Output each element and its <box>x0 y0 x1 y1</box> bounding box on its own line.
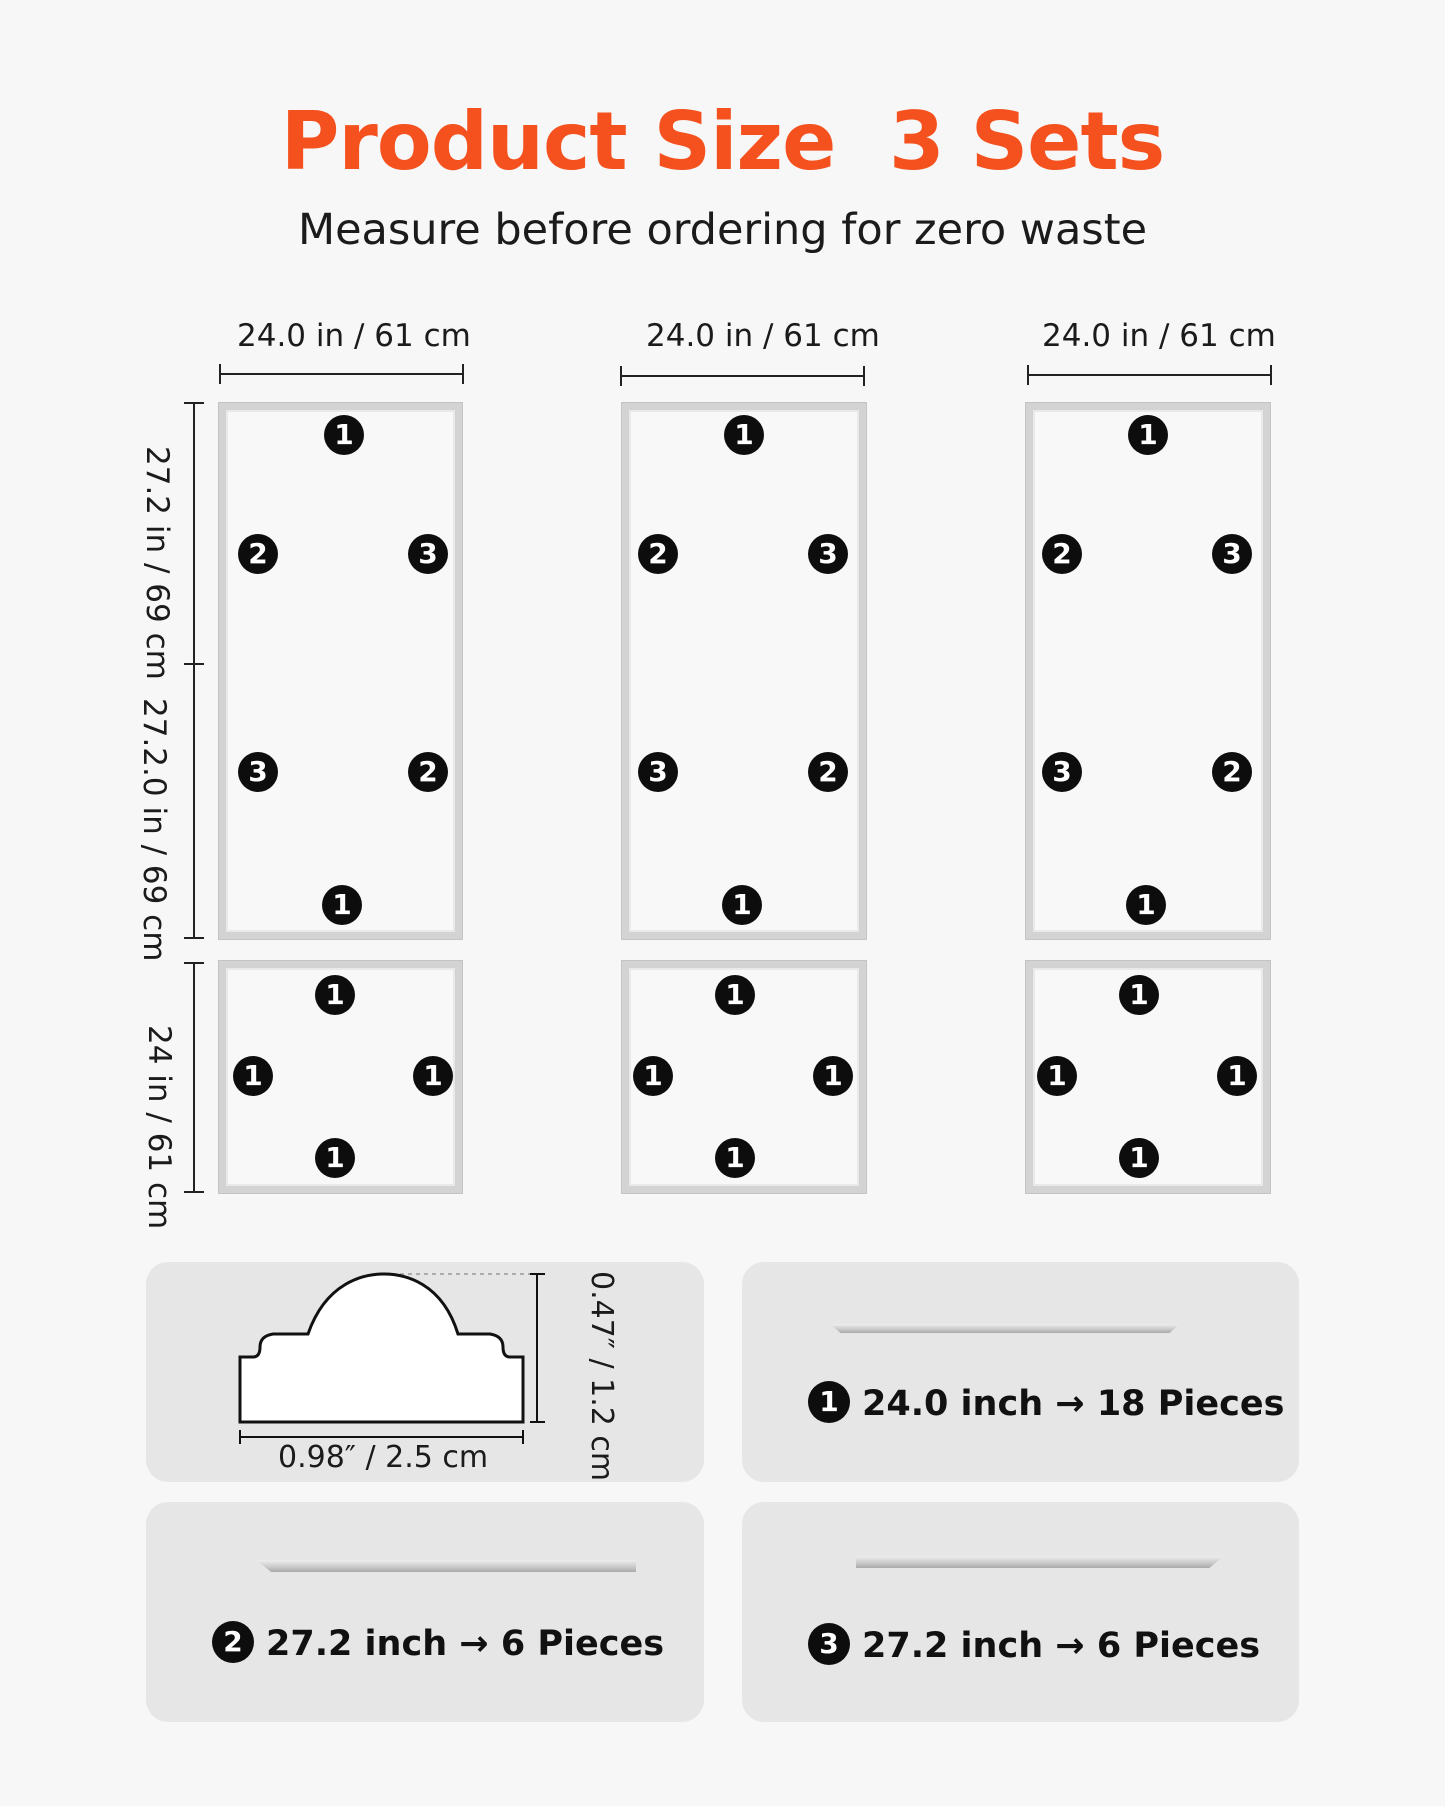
page-subtitle: Measure before ordering for zero waste <box>297 205 1148 255</box>
molding-strip-image <box>830 1324 1180 1333</box>
piece-marker-3: 3 <box>808 1623 850 1665</box>
height-tick <box>184 937 204 939</box>
piece-marker-3: 3 <box>238 752 278 792</box>
piece-marker-1: 1 <box>324 415 364 455</box>
piece-marker-1: 1 <box>315 1138 355 1178</box>
piece-count-text: 24.0 inch → 18 Pieces <box>862 1384 1285 1424</box>
piece-marker-1: 1 <box>322 885 362 925</box>
height-label-square: 24 in / 61 cm <box>141 1025 177 1230</box>
piece-marker-3: 3 <box>638 752 678 792</box>
piece-card-1 <box>742 1262 1299 1482</box>
width-label-set-2: 24.0 in / 61 cm <box>646 318 880 354</box>
height-label-upper: 27.2 in / 69 cm <box>139 446 175 680</box>
width-line-set-2 <box>620 375 865 377</box>
piece-marker-1: 1 <box>413 1056 453 1096</box>
profile-card <box>146 1262 704 1482</box>
piece-marker-2: 2 <box>1212 752 1252 792</box>
profile-width-label: 0.98″ / 2.5 cm <box>278 1440 489 1475</box>
width-tick <box>219 364 221 384</box>
piece-marker-3: 3 <box>1042 752 1082 792</box>
piece-marker-1: 1 <box>233 1056 273 1096</box>
tall-panel-set-2 <box>622 403 866 939</box>
profile-height-label: 0.47″ / 1.2 cm <box>584 1271 619 1482</box>
tall-panel-set-1 <box>219 403 462 939</box>
width-tick <box>863 366 865 386</box>
piece-count-label <box>808 1626 1260 1668</box>
piece-count-text: 27.2 inch → 6 Pieces <box>862 1626 1261 1666</box>
width-label-set-3: 24.0 in / 61 cm <box>1042 318 1276 354</box>
piece-marker-1: 1 <box>813 1056 853 1096</box>
piece-marker-1: 1 <box>633 1056 673 1096</box>
piece-marker-1: 1 <box>1126 885 1166 925</box>
width-tick <box>462 364 464 384</box>
height-tick <box>184 962 204 964</box>
piece-marker-1: 1 <box>1119 1138 1159 1178</box>
height-tick <box>184 402 204 404</box>
piece-card-2 <box>146 1502 704 1722</box>
width-tick <box>620 366 622 386</box>
molding-strip-image <box>256 1560 636 1572</box>
piece-marker-3: 3 <box>408 534 448 574</box>
piece-marker-1: 1 <box>1119 975 1159 1015</box>
piece-count-text: 27.2 inch → 6 Pieces <box>266 1624 665 1664</box>
tall-panel-set-3 <box>1026 403 1270 939</box>
piece-marker-1: 1 <box>1128 415 1168 455</box>
piece-count-label <box>212 1624 664 1666</box>
height-line-upper <box>193 402 195 664</box>
width-tick <box>1270 365 1272 385</box>
width-label-set-1: 24.0 in / 61 cm <box>237 318 471 354</box>
height-label-lower: 27.2.0 in / 69 cm <box>136 698 172 962</box>
height-line-lower <box>193 664 195 938</box>
piece-marker-1: 1 <box>1217 1056 1257 1096</box>
piece-marker-1: 1 <box>808 1381 850 1423</box>
width-line-set-3 <box>1027 374 1272 376</box>
piece-marker-1: 1 <box>315 975 355 1015</box>
piece-marker-2: 2 <box>1042 534 1082 574</box>
piece-marker-1: 1 <box>715 1138 755 1178</box>
piece-marker-1: 1 <box>722 885 762 925</box>
piece-marker-2: 2 <box>808 752 848 792</box>
piece-card-3 <box>742 1502 1299 1722</box>
piece-marker-2: 2 <box>638 534 678 574</box>
piece-marker-1: 1 <box>715 975 755 1015</box>
height-tick <box>184 1191 204 1193</box>
molding-strip-image <box>856 1556 1224 1568</box>
piece-marker-1: 1 <box>1037 1056 1077 1096</box>
piece-marker-2: 2 <box>408 752 448 792</box>
piece-count-label <box>808 1384 1284 1426</box>
page-title: Product Size 3 Sets <box>280 95 1165 188</box>
height-line-square <box>193 962 195 1192</box>
piece-marker-3: 3 <box>808 534 848 574</box>
width-line-set-1 <box>219 373 464 375</box>
piece-marker-2: 2 <box>238 534 278 574</box>
piece-marker-1: 1 <box>724 415 764 455</box>
piece-marker-2: 2 <box>212 1621 254 1663</box>
piece-marker-3: 3 <box>1212 534 1252 574</box>
width-tick <box>1027 365 1029 385</box>
